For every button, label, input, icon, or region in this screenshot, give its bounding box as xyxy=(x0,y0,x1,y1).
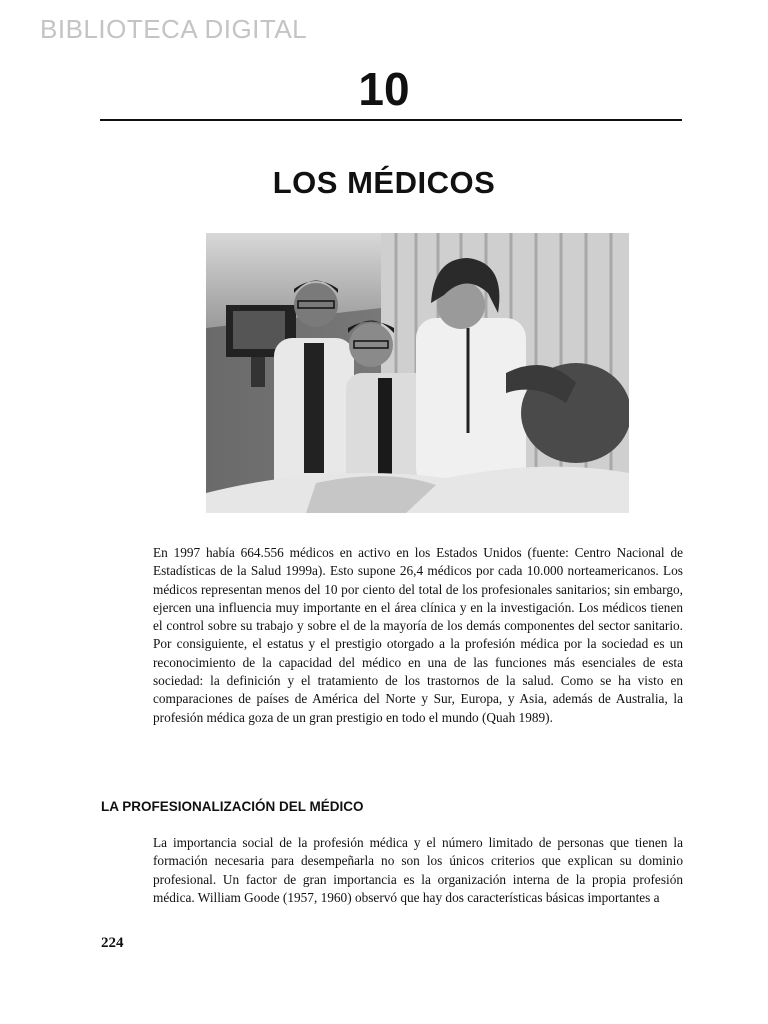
section-heading: LA PROFESIONALIZACIÓN DEL MÉDICO xyxy=(101,799,364,814)
chapter-number: 10 xyxy=(358,63,410,115)
watermark: BIBLIOTECA DIGITAL xyxy=(40,14,308,44)
intro-paragraph: En 1997 había 664.556 médicos en activo en los Estados Unidos (fuente: Centro Nacional de Estadísticas de la Salud 1999a). Esto supone 26,4 médicos por cada 10.000 norteamericanos. Los médicos representan menos del 10 por ciento del total de los profesionales sanitarios; sin embargo, ejercen una influencia muy importante en el área clínica y en la investigación. Los médicos tienen el control sobre su trabajo y sobre el de la mayoría de los demás componentes del sector sanitario. Por consiguiente, el estatus y el prestigio otorgado a la profesión médica por la sociedad es un reconocimiento de la capacidad del médico en una de las funciones más esenciales de esta sociedad: la definición y el tratamiento de los trastornos de la salud. Como se ha visto en comparaciones de países de América del Norte y Sur, Europa, y Asia, además de Australia, la profesión médica goza de un gran prestigio en todo el mundo (Quah 1989). xyxy=(153,545,683,725)
chapter-title: LOS MÉDICOS xyxy=(272,165,496,200)
section-paragraph: La importancia social de la profesión médica y el número limitado de personas que tienen la formación necesaria para desempeñarla no son los únicos criterios que explican su dominio profesional. Un factor de gran importancia es la organización interna de la propia profesión médica. William Goode (1957, 1960) observó que hay dos características básicas importantes a xyxy=(153,835,683,905)
doctors-photo xyxy=(206,233,629,513)
page-number: 224 xyxy=(101,935,124,951)
chapter-rule xyxy=(100,119,682,121)
